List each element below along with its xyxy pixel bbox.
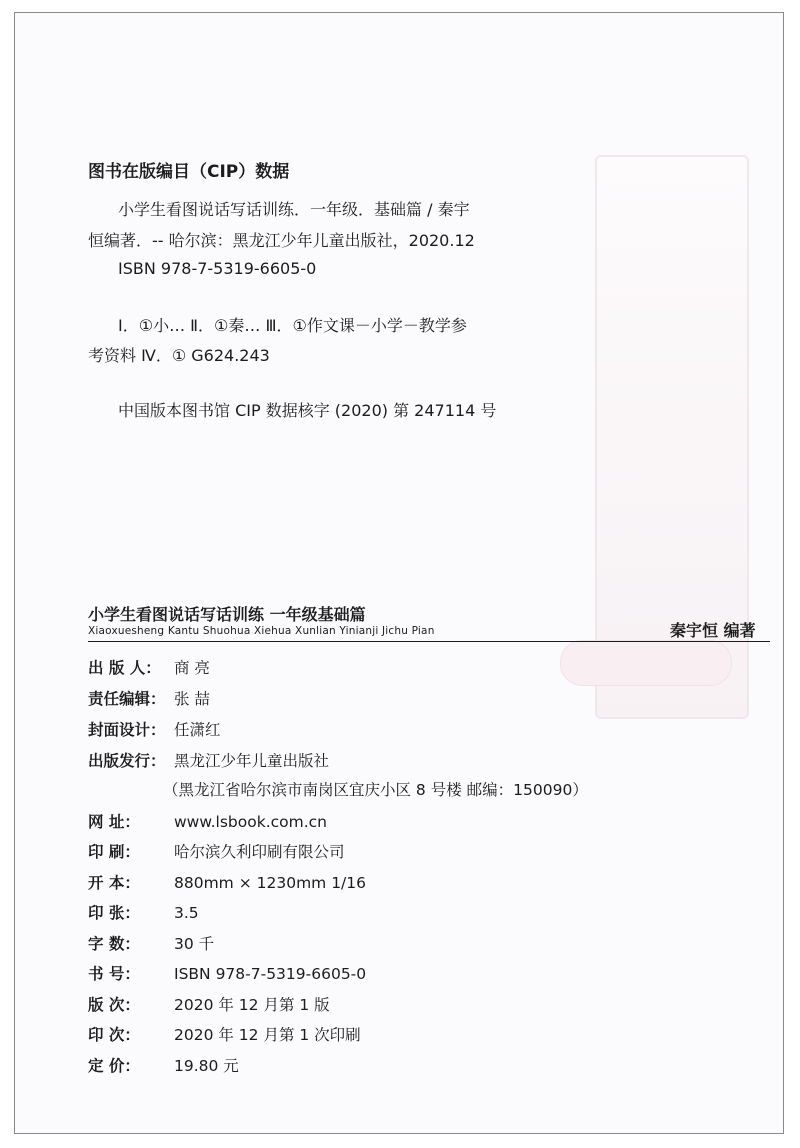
info-value: （黑龙江省哈尔滨市南岗区宜庆小区 8 号楼 邮编：150090） xyxy=(163,781,588,799)
book-author: 秦宇恒 编著 xyxy=(670,621,756,640)
cip-record-number: 中国版本图书馆 CIP 数据核字 (2020) 第 247114 号 xyxy=(118,401,497,420)
info-label: 印 刷： xyxy=(88,843,140,861)
info-value: 任潇红 xyxy=(174,721,221,739)
cip-classification: 考资料 Ⅳ．① G624.243 xyxy=(88,346,270,365)
info-row-cover-design xyxy=(88,718,221,740)
book-title: 小学生看图说话写话训练 一年级基础篇 xyxy=(88,605,366,624)
info-value: www.lsbook.com.cn xyxy=(174,813,328,831)
info-row-distributor xyxy=(88,749,329,771)
cip-title: 图书在版编目（CIP）数据 xyxy=(88,162,290,182)
info-row-format xyxy=(88,871,366,893)
info-label: 责任编辑： xyxy=(88,690,166,708)
info-label: 封面设计： xyxy=(88,721,166,739)
info-row-word-count xyxy=(88,932,214,954)
info-row-price xyxy=(88,1054,239,1076)
info-value: 黑龙江少年儿童出版社 xyxy=(174,752,330,770)
info-label: 出 版 人： xyxy=(88,659,161,677)
cip-classification: Ⅰ．①小… Ⅱ．①秦… Ⅲ．①作文课－小学－教学参 xyxy=(118,316,467,335)
info-value: 张 喆 xyxy=(174,690,210,708)
info-row-publisher xyxy=(88,656,210,678)
info-row-printer xyxy=(88,840,345,862)
info-row-website xyxy=(88,810,327,832)
cip-line: 小学生看图说话写话训练．一年级．基础篇 / 秦宇 xyxy=(118,200,470,219)
info-value: 3.5 xyxy=(174,904,199,922)
info-row-editor xyxy=(88,687,210,709)
info-label: 版 次： xyxy=(88,996,140,1014)
info-value: ISBN 978-7-5319-6605-0 xyxy=(174,965,367,983)
book-title-pinyin: Xiaoxuesheng Kantu Shuohua Xiehua Xunlian Yinianji Jichu Pian xyxy=(88,625,435,637)
info-value: 2020 年 12 月第 1 次印刷 xyxy=(174,1026,361,1044)
info-label: 网 址： xyxy=(88,813,140,831)
show-through-logo xyxy=(560,640,732,686)
info-value: 19.80 元 xyxy=(174,1057,239,1075)
info-label: 字 数： xyxy=(88,935,140,953)
divider-rule xyxy=(88,641,770,642)
info-value: 30 千 xyxy=(174,935,215,953)
info-label: 印 张： xyxy=(88,904,140,922)
info-label: 印 次： xyxy=(88,1026,140,1044)
info-row-sheets xyxy=(88,901,199,923)
info-row-edition xyxy=(88,993,330,1015)
info-value: 2020 年 12 月第 1 版 xyxy=(174,996,330,1014)
cip-isbn: ISBN 978-7-5319-6605-0 xyxy=(118,259,317,278)
info-label: 出版发行： xyxy=(88,752,166,770)
cip-line: 恒编著．-- 哈尔滨：黑龙江少年儿童出版社，2020.12 xyxy=(88,231,475,250)
info-value: 商 亮 xyxy=(174,659,210,677)
info-label: 书 号： xyxy=(88,965,140,983)
info-label: 开 本： xyxy=(88,874,140,892)
info-row-address xyxy=(163,778,588,800)
info-value: 哈尔滨久利印刷有限公司 xyxy=(174,843,345,861)
info-row-printing xyxy=(88,1023,361,1045)
info-label: 定 价： xyxy=(88,1057,140,1075)
info-row-isbn xyxy=(88,962,366,984)
info-value: 880mm × 1230mm 1/16 xyxy=(174,874,367,892)
